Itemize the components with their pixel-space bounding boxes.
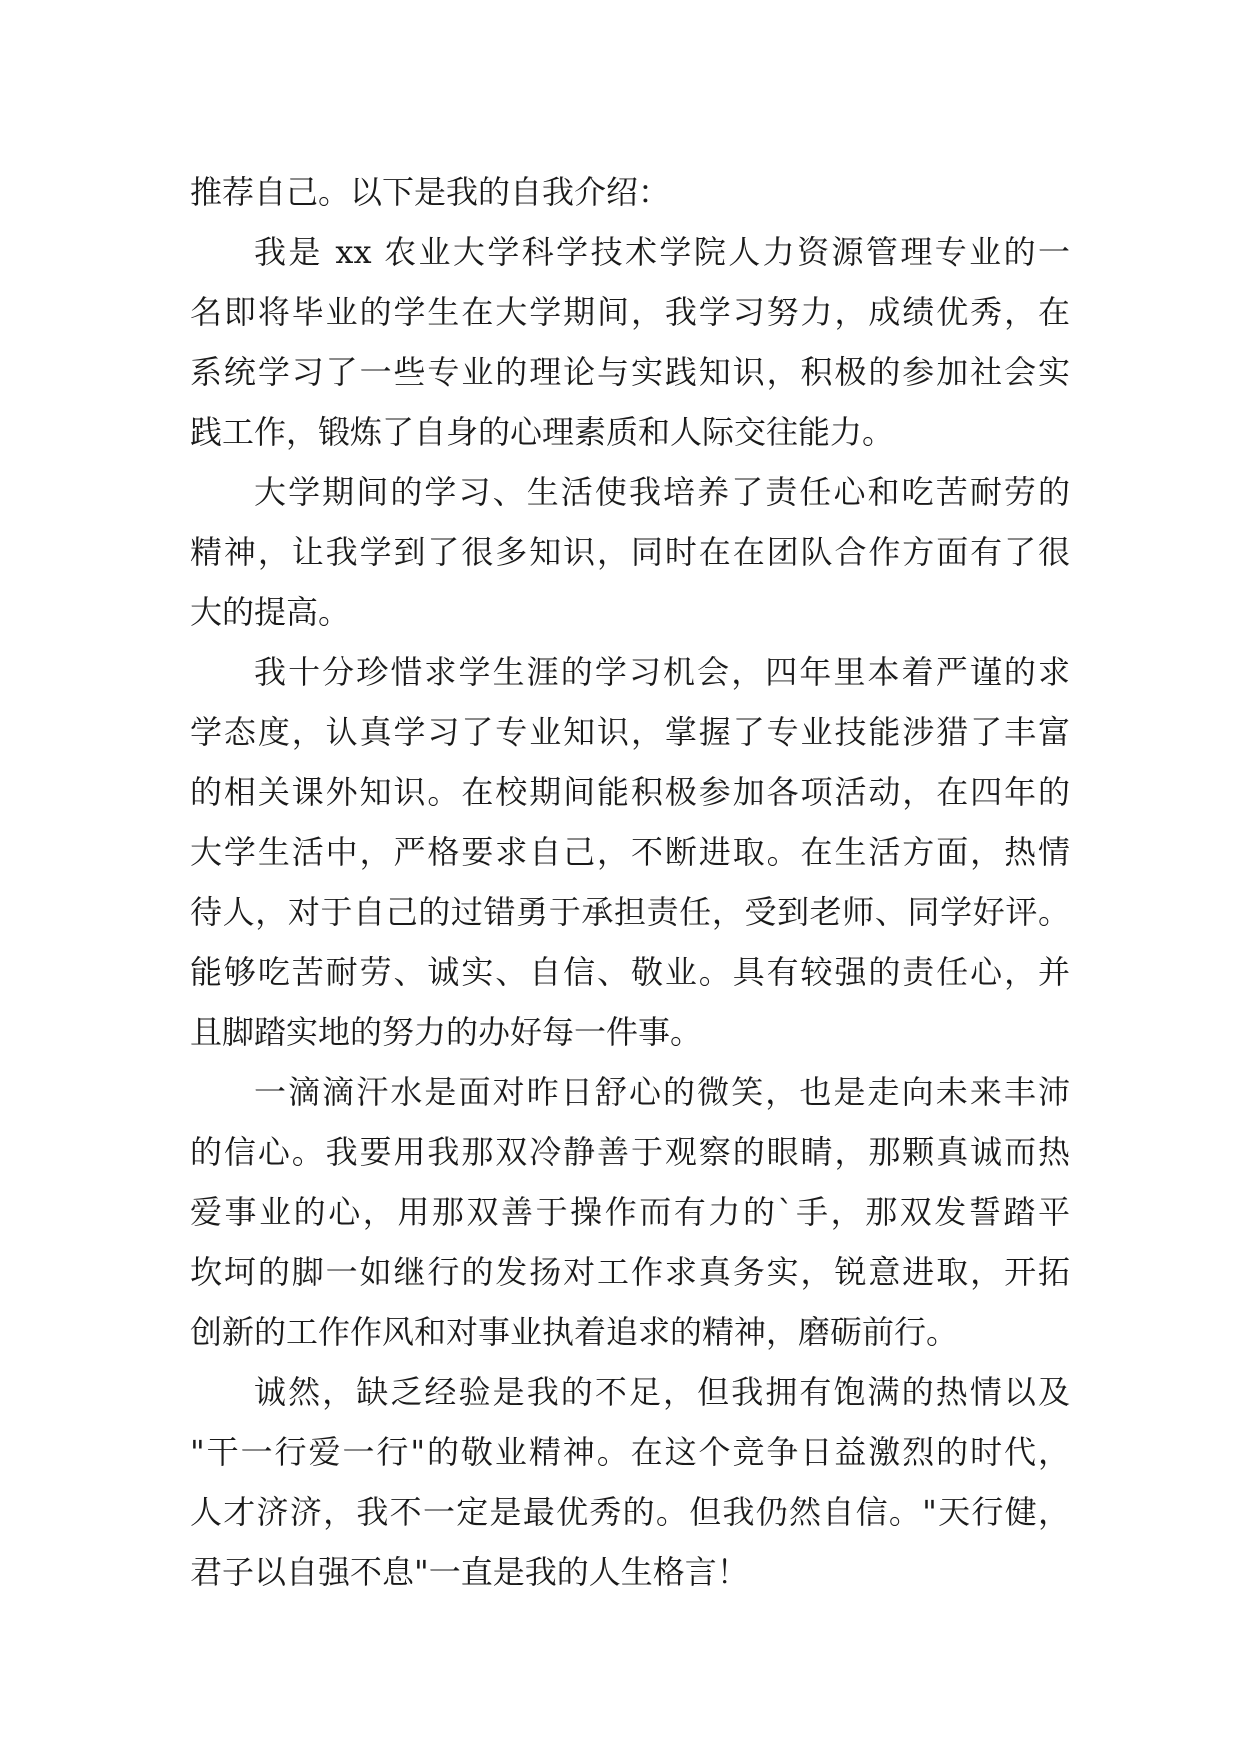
text-line: 我是 xx 农业大学科学技术学院人力资源管理专业的一 [254,233,1070,271]
text-line: 创新的工作作风和对事业执着追求的精神，磨砺前行。 [190,1313,959,1351]
text-line: 大的提高。 [190,593,351,631]
text-line: 的相关课外知识。在校期间能积极参加各项活动，在四年的 [190,773,1070,811]
document-body [190,162,1070,1602]
text-line: 且脚踏实地的努力的办好每一件事。 [190,1013,703,1051]
text-line: 精神，让我学到了很多知识，同时在在团队合作方面有了很 [190,533,1070,571]
text-line: 君子以自强不息"一直是我的人生格言！ [190,1553,749,1591]
text-line: 推荐自己。以下是我的自我介绍： [190,173,671,211]
text-line: 诚然，缺乏经验是我的不足，但我拥有饱满的热情以及 [254,1373,1070,1411]
text-line: "干一行爱一行"的敬业精神。在这个竞争日益激烈的时代， [190,1433,1070,1471]
text-line: 践工作，锻炼了自身的心理素质和人际交往能力。 [190,413,895,451]
text-line: 爱事业的心，用那双善于操作而有力的`手，那双发誓踏平 [190,1193,1070,1231]
text-line: 学态度，认真学习了专业知识，掌握了专业技能涉猎了丰富 [190,713,1070,751]
text-line: 一滴滴汗水是面对昨日舒心的微笑，也是走向未来丰沛 [254,1073,1070,1111]
text-line: 系统学习了一些专业的理论与实践知识，积极的参加社会实 [190,353,1070,391]
text-line: 人才济济，我不一定是最优秀的。但我仍然自信。"天行健， [190,1493,1070,1531]
text-line: 能够吃苦耐劳、诚实、自信、敬业。具有较强的责任心，并 [190,953,1070,991]
text-line: 名即将毕业的学生在大学期间，我学习努力，成绩优秀，在 [190,293,1070,331]
text-line: 大学生活中，严格要求自己，不断进取。在生活方面，热情 [190,833,1070,871]
text-line: 坎坷的脚一如继行的发扬对工作求真务实，锐意进取，开拓 [190,1253,1070,1291]
text-line: 的信心。我要用我那双冷静善于观察的眼睛，那颗真诚而热 [190,1133,1070,1171]
text-line: 大学期间的学习、生活使我培养了责任心和吃苦耐劳的 [254,473,1070,511]
text-line: 待人，对于自己的过错勇于承担责任，受到老师、同学好评。 [190,893,1070,931]
text-line: 我十分珍惜求学生涯的学习机会，四年里本着严谨的求 [254,653,1070,691]
